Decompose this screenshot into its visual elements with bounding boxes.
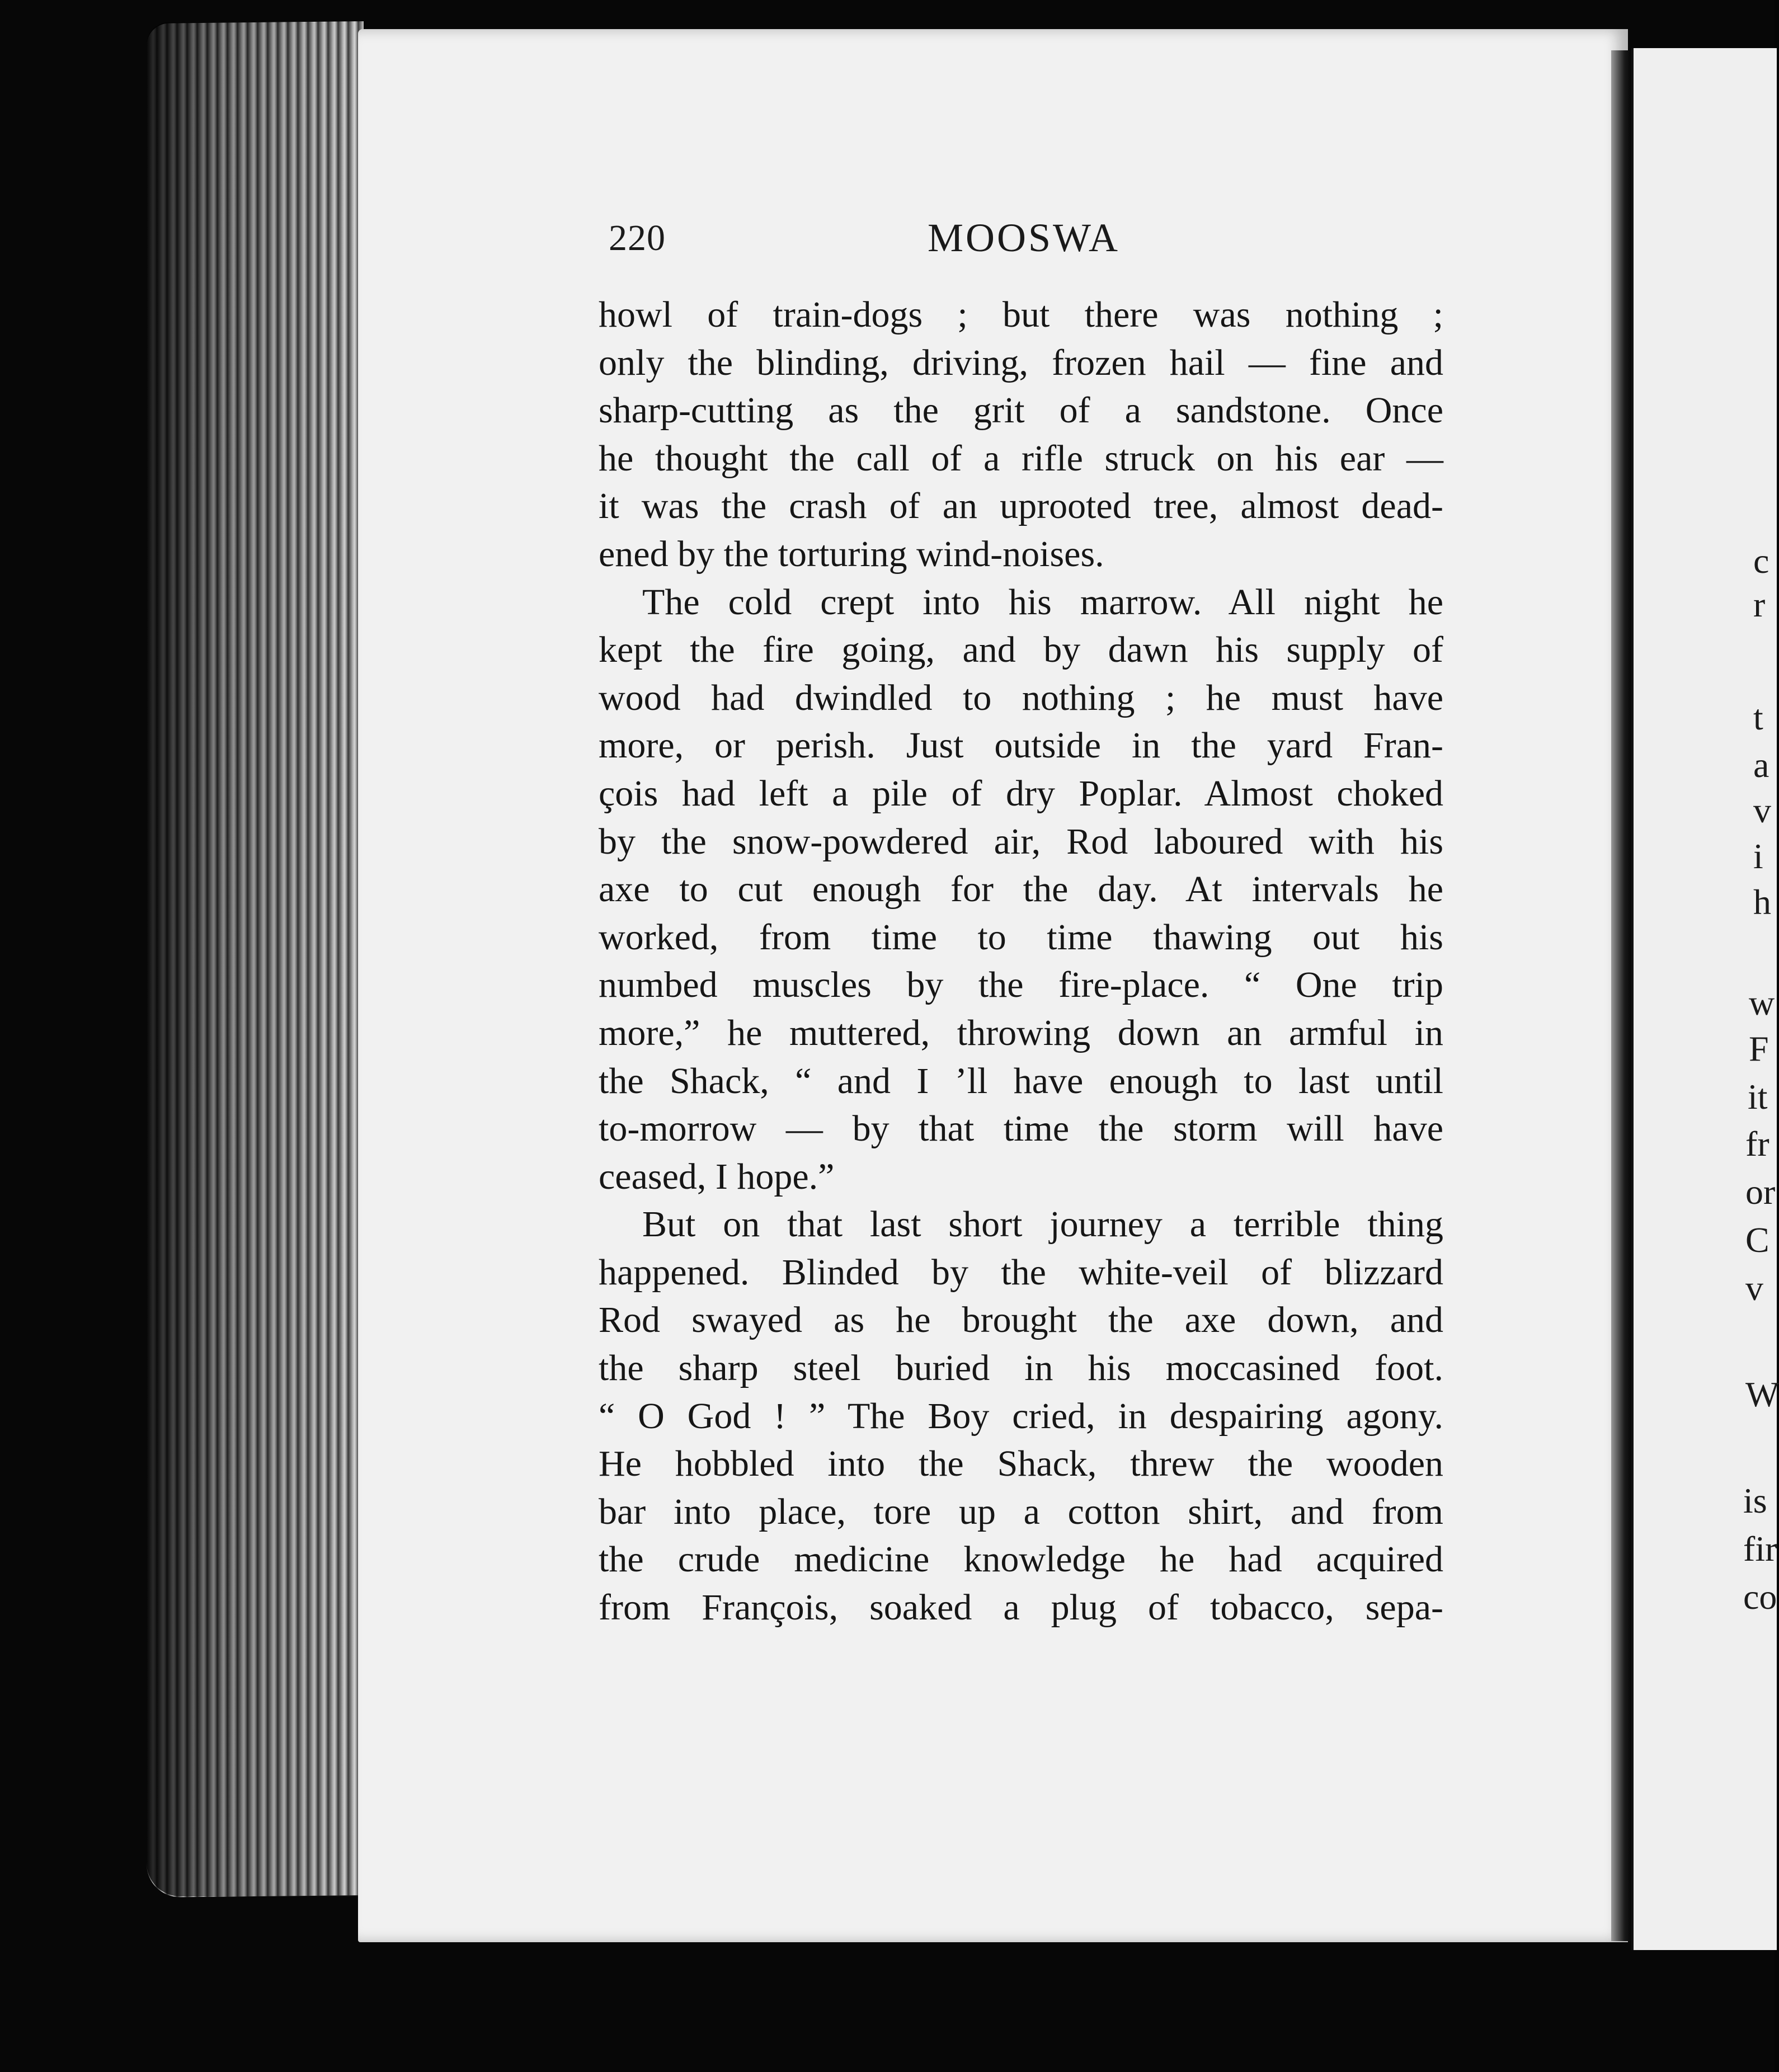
text-line: The cold crept into his marrow. All night he bbox=[642, 581, 1443, 623]
text-line: ceased, I hope.” bbox=[599, 1156, 835, 1197]
text-line: from François, soaked a plug of tobacco, sepa- bbox=[599, 1587, 1443, 1628]
facing-fragment: c bbox=[1753, 541, 1769, 581]
page-edges-shadow bbox=[147, 22, 364, 1896]
facing-fragment: fr bbox=[1745, 1124, 1769, 1164]
facing-fragment: w bbox=[1749, 983, 1775, 1023]
facing-page bbox=[1631, 48, 1777, 1950]
facing-fragment: fir bbox=[1743, 1529, 1777, 1569]
text-line: only the blinding, driving, frozen hail — fine and bbox=[599, 342, 1443, 383]
text-line: by the snow-powdered air, Rod laboured with his bbox=[599, 821, 1443, 862]
text-line: wood had dwindled to nothing ; he must have bbox=[599, 677, 1443, 718]
text-line: the sharp steel buried in his moccasined foot. bbox=[599, 1348, 1443, 1389]
facing-fragment: r bbox=[1753, 585, 1766, 624]
text-line: numbed muscles by the fire-place. “ One trip bbox=[599, 964, 1443, 1006]
text-line: He hobbled into the Shack, threw the wooden bbox=[599, 1443, 1443, 1485]
running-head bbox=[609, 217, 1442, 267]
text-line: happened. Blinded by the white-veil of blizzard bbox=[599, 1251, 1443, 1293]
facing-fragment: F bbox=[1749, 1029, 1769, 1068]
facing-fragment: it bbox=[1748, 1077, 1768, 1117]
text-line: kept the fire going, and by dawn his supply of bbox=[599, 629, 1443, 671]
text-line: ened by the torturing wind-noises. bbox=[599, 533, 1104, 574]
facing-fragment: W bbox=[1745, 1374, 1779, 1414]
text-line: more, or perish. Just outside in the yard Fran- bbox=[599, 725, 1443, 766]
text-line: he thought the call of a rifle struck on his ear — bbox=[599, 437, 1443, 479]
facing-fragment: v bbox=[1745, 1268, 1763, 1308]
facing-fragment: is bbox=[1743, 1481, 1767, 1520]
text-line: But on that last short journey a terrible thing bbox=[642, 1204, 1443, 1245]
text-line: “ O God ! ” The Boy cried, in despairing agony. bbox=[599, 1395, 1443, 1437]
facing-fragment: v bbox=[1753, 790, 1771, 830]
text-line: axe to cut enough for the day. At intervals he bbox=[599, 869, 1443, 910]
facing-fragment: i bbox=[1753, 836, 1763, 876]
facing-fragment: co bbox=[1743, 1577, 1777, 1617]
text-line: bar into place, tore up a cotton shirt, and from bbox=[599, 1491, 1443, 1532]
facing-fragment: or bbox=[1745, 1172, 1776, 1212]
body-text bbox=[599, 291, 1443, 1632]
text-line: howl of train-dogs ; but there was nothing ; bbox=[599, 294, 1443, 335]
text-line: it was the crash of an uprooted tree, almost dead- bbox=[599, 486, 1443, 527]
book-gutter bbox=[1611, 50, 1634, 1941]
book-title: MOOSWA bbox=[928, 215, 1121, 260]
text-line: the crude medicine knowledge he had acquired bbox=[599, 1539, 1443, 1580]
text-line: more,” he muttered, throwing down an armful in bbox=[599, 1012, 1443, 1053]
text-line: worked, from time to time thawing out his bbox=[599, 916, 1443, 958]
facing-fragment: h bbox=[1753, 882, 1771, 922]
text-line: to-morrow — by that time the storm will have bbox=[599, 1108, 1443, 1150]
text-line: sharp-cutting as the grit of a sandstone. Once bbox=[599, 390, 1443, 431]
text-line: Rod swayed as he brought the axe down, and bbox=[599, 1299, 1443, 1341]
page-number: 220 bbox=[609, 218, 666, 258]
facing-fragment: t bbox=[1753, 698, 1763, 737]
text-line: the Shack, “ and I ’ll have enough to last until bbox=[599, 1060, 1443, 1101]
facing-fragment: C bbox=[1745, 1220, 1769, 1260]
facing-fragment: a bbox=[1753, 745, 1769, 785]
text-line: çois had left a pile of dry Poplar. Almost choked bbox=[599, 773, 1443, 814]
